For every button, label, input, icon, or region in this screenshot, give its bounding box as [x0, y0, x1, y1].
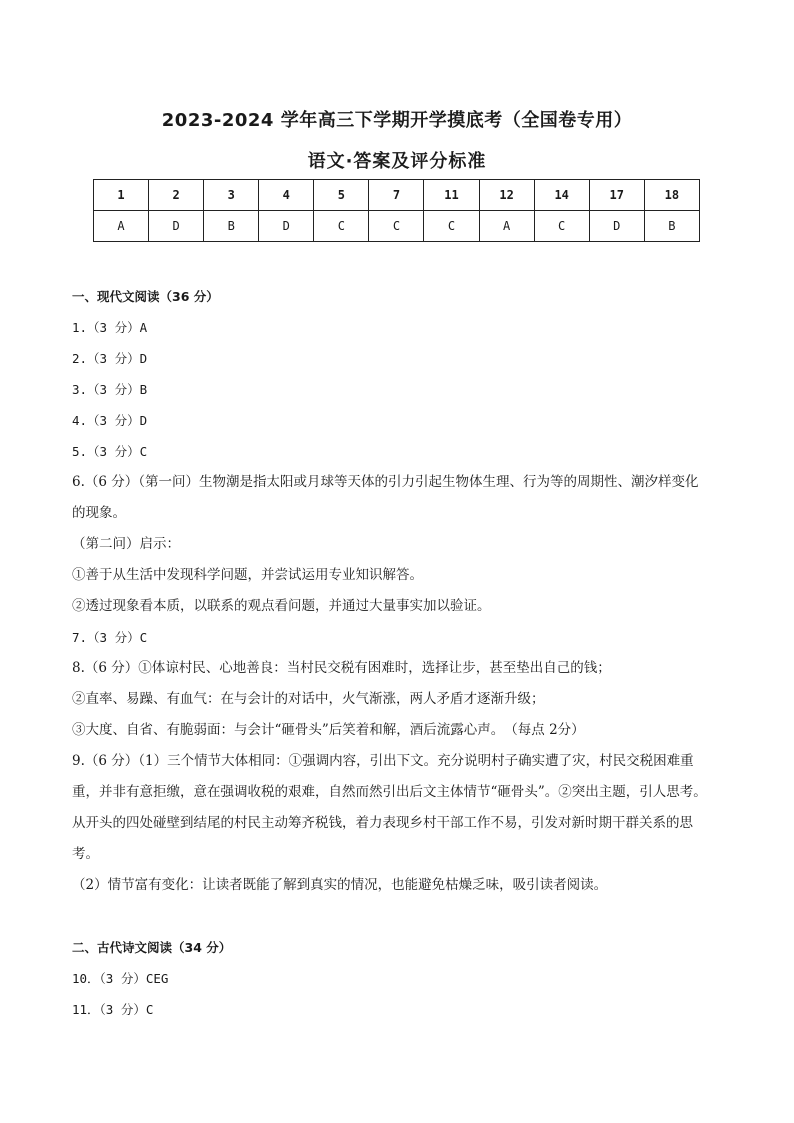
question-number: 2 — [149, 180, 204, 211]
question-number: 18 — [644, 180, 699, 211]
answer-cell: C — [369, 211, 424, 242]
answer-line: 7.（3 分）C — [72, 630, 148, 645]
question-number: 7 — [369, 180, 424, 211]
question-number: 14 — [534, 180, 589, 211]
answer-line: 从开头的四处碰壁到结尾的村民主动筹齐税钱，着力表现乡村干部工作不易，引发对新时期干群关系的思 — [72, 815, 693, 831]
answer-line: ③大度、自省、有脆弱面：与会计“砸骨头”后笑着和解，酒后流露心声。 （每点 2分） — [72, 722, 585, 738]
answer-cell: B — [644, 211, 699, 242]
answer-line: ①善于从生活中发现科学问题，并尝试运用专业知识解答。 — [72, 567, 423, 583]
answer-line: 11．（3 分）C — [72, 1002, 154, 1017]
question-number: 17 — [589, 180, 644, 211]
question-number: 11 — [424, 180, 479, 211]
answer-explanations — [72, 281, 732, 1025]
answer-line: 2.（3 分）D — [72, 351, 148, 366]
answer-cell: A — [94, 211, 149, 242]
answer-line: 3.（3 分）B — [72, 382, 148, 397]
page-subtitle: 语文·答案及评分标准 — [307, 151, 487, 172]
answer-line: 4.（3 分）D — [72, 413, 148, 428]
answer-line: （2）情节富有变化：让读者既能了解到真实的情况，也能避免枯燥乏味，吸引读者阅读。 — [72, 877, 608, 893]
answer-line: 10．（3 分）CEG — [72, 971, 169, 986]
answer-line: 考。 — [72, 846, 99, 862]
spacer — [72, 901, 732, 932]
answer-cell: C — [534, 211, 589, 242]
answer-table-header-row — [94, 180, 700, 211]
answer-line: 1.（3 分）A — [72, 320, 148, 335]
answer-cell: D — [259, 211, 314, 242]
answer-cell: D — [589, 211, 644, 242]
answer-table-answer-row — [94, 211, 700, 242]
answer-line: 9.（6 分）（1）三个情节大体相同：①强调内容，引出下文。充分说明村子确实遭了灾，村民交税困难重 — [72, 753, 694, 769]
answer-cell: C — [314, 211, 369, 242]
answer-line: ②透过现象看本质，以联系的观点看问题，并通过大量事实加以验证。 — [72, 598, 491, 614]
question-number: 4 — [259, 180, 314, 211]
answer-line: 5.（3 分）C — [72, 444, 148, 459]
section-heading: 二、古代诗文阅读（34 分） — [72, 940, 232, 955]
answer-line: 6.（6 分）（第一问）生物潮是指太阳或月球等天体的引力引起生物体生理、行为等的周期性、潮汐样变化 — [72, 474, 699, 490]
answer-cell: C — [424, 211, 479, 242]
section-heading: 一、现代文阅读（36 分） — [72, 289, 219, 304]
answer-line: 重，并非有意拒缴，意在强调收税的艰难，自然而然引出后文主体情节“砸骨头”。②突出主题，引人思考。 — [72, 784, 707, 800]
answer-table — [93, 179, 700, 242]
answer-cell: A — [479, 211, 534, 242]
question-number: 1 — [94, 180, 149, 211]
question-number: 12 — [479, 180, 534, 211]
question-number: 3 — [204, 180, 259, 211]
page-title: 2023-2024 学年高三下学期开学摸底考（全国卷专用） — [161, 110, 633, 131]
question-number: 5 — [314, 180, 369, 211]
answer-line: 的现象。 — [72, 505, 126, 521]
answer-line: ②直率、易躁、有血气：在与会计的对话中，火气渐涨，两人矛盾才逐渐升级； — [72, 691, 545, 707]
answer-line: （第二问）启示： — [72, 536, 180, 552]
answer-cell: B — [204, 211, 259, 242]
answer-cell: D — [149, 211, 204, 242]
answer-line: 8.（6 分）①体谅村民、心地善良：当村民交税有困难时，选择让步，甚至垫出自己的钱； — [72, 660, 611, 676]
